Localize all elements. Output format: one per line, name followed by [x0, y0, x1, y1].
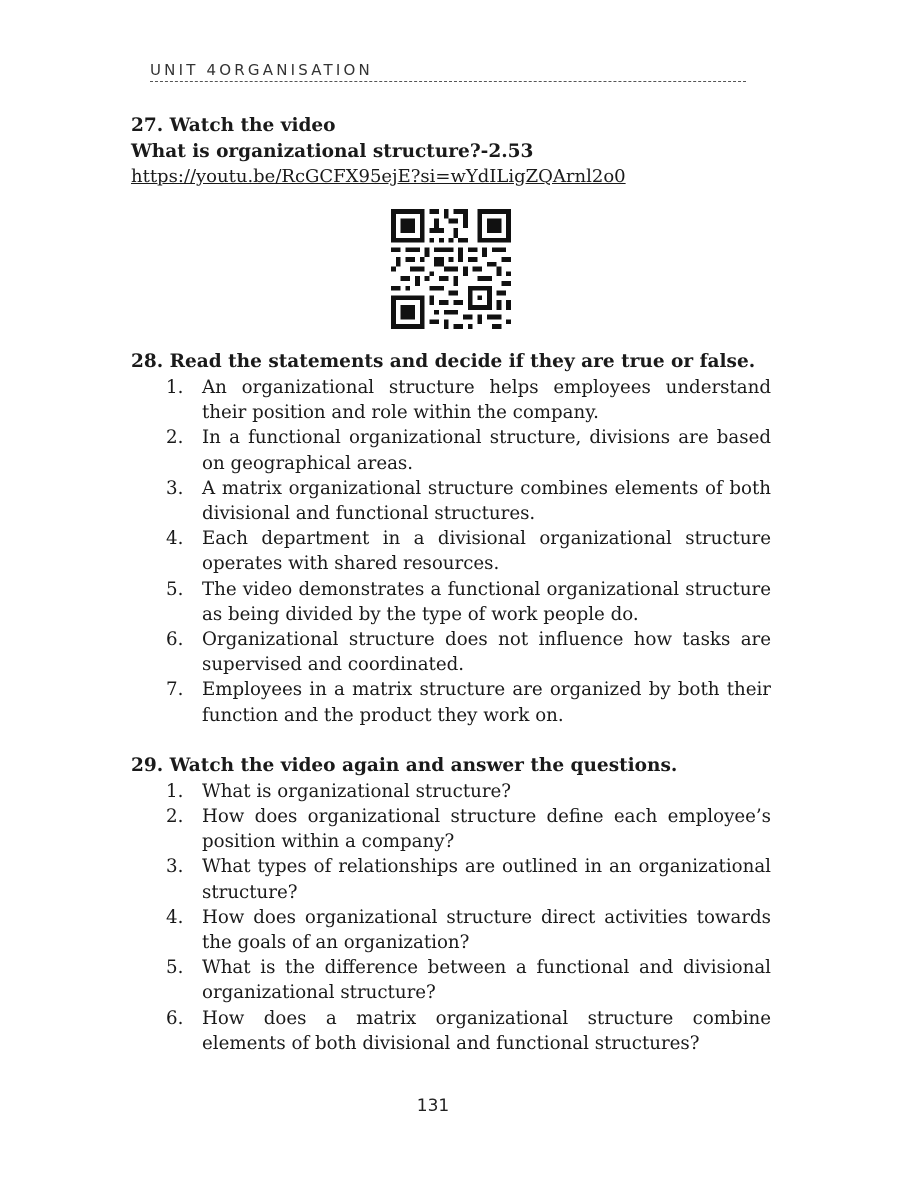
item-number: 4.	[166, 906, 184, 928]
task-29	[131, 753, 771, 1056]
item-text: What is organizational structure?	[202, 780, 512, 802]
list-item	[166, 577, 771, 627]
item-number: 7.	[166, 679, 184, 701]
qr-code-icon[interactable]	[391, 209, 511, 329]
task-28	[131, 349, 771, 728]
item-number: 5.	[166, 578, 184, 600]
list-item	[166, 375, 771, 425]
list-item	[166, 526, 771, 576]
item-number: 3.	[166, 856, 184, 878]
item-text: How does organizational structure define each employee’s position within a company?	[202, 806, 771, 853]
page-content	[131, 113, 771, 1056]
item-number: 6.	[166, 1007, 184, 1029]
list-item	[166, 627, 771, 677]
list-item	[166, 1006, 771, 1056]
item-number: 3.	[166, 477, 184, 499]
item-number: 4.	[166, 528, 184, 550]
list-item	[166, 476, 771, 526]
list-item	[166, 779, 771, 804]
task-28-heading: 28. Read the statements and decide if they are true or false.	[131, 351, 756, 372]
item-text: How does a matrix organizational structure combine elements of both divisional and functional structures?	[202, 1007, 771, 1054]
video-link[interactable]: https://youtu.be/RcGCFX95ejE?si=wYdILigZQArnl2o0	[131, 166, 626, 187]
list-item	[166, 955, 771, 1005]
statements-list	[131, 375, 771, 728]
header-divider	[150, 81, 746, 82]
item-text: Employees in a matrix structure are organized by both their function and the product they work on.	[202, 679, 771, 726]
task-27-heading: 27. Watch the video	[131, 115, 336, 136]
item-text: How does organizational structure direct activities towards the goals of an organization?	[202, 906, 771, 954]
page-number: 131	[416, 1096, 450, 1116]
item-text: The video demonstrates a functional organizational structure as being divided by the type of work people do.	[202, 578, 771, 625]
item-text: Each department in a divisional organizational structure operates with shared resources.	[202, 528, 771, 575]
item-number: 1.	[166, 377, 184, 398]
item-number: 6.	[166, 629, 184, 651]
item-number: 2.	[166, 806, 184, 828]
item-text: What is the difference between a functional and divisional organizational structure?	[202, 957, 771, 1004]
item-text: Organizational structure does not influence how tasks are supervised and coordinated.	[202, 629, 771, 676]
list-item	[166, 677, 771, 727]
list-item	[166, 804, 771, 854]
task-29-heading: 29. Watch the video again and answer the questions.	[131, 754, 678, 776]
item-number: 1.	[166, 780, 184, 802]
list-item	[166, 854, 771, 904]
running-header: UNIT 4ORGANISATION	[150, 61, 373, 79]
qr-code-container	[131, 209, 771, 329]
questions-list	[131, 779, 771, 1056]
item-text: What types of relationships are outlined in an organizational structure?	[202, 856, 771, 903]
list-item	[166, 905, 771, 955]
item-text: An organizational structure helps employees understand their position and role within the company.	[202, 377, 771, 424]
task-27	[131, 113, 771, 189]
video-title: What is organizational structure?-2.53	[131, 141, 534, 162]
item-text: In a functional organizational structure, divisions are based on geographical areas.	[202, 427, 771, 474]
list-item	[166, 425, 771, 475]
item-number: 2.	[166, 427, 184, 449]
item-number: 5.	[166, 957, 184, 979]
item-text: A matrix organizational structure combines elements of both divisional and functional structures.	[202, 477, 771, 525]
